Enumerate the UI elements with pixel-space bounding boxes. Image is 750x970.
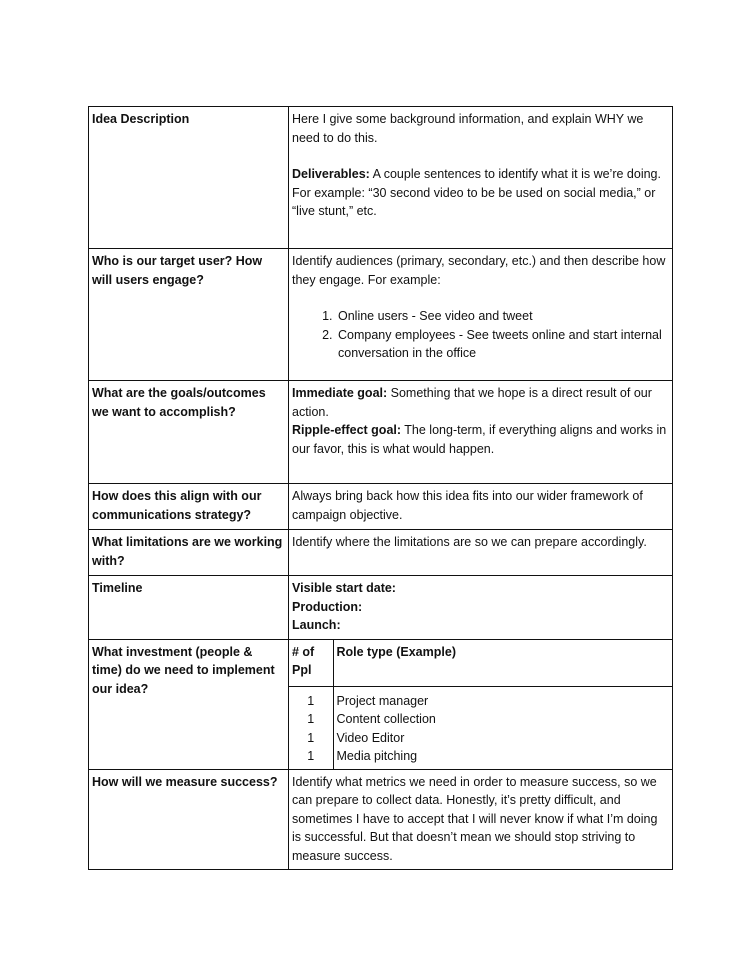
idea-question: Idea Description	[89, 107, 289, 249]
role-type: Content collection	[336, 712, 436, 726]
role-type: Project manager	[336, 693, 429, 708]
idea-answer	[289, 107, 673, 249]
timeline-item: Production:	[292, 599, 363, 614]
row-idea-description	[89, 107, 673, 249]
ripple-goal-paragraph	[292, 421, 669, 458]
role-type: Video Editor	[336, 730, 405, 745]
people-count: 1	[289, 686, 333, 710]
row-limitations	[89, 530, 673, 576]
immediate-goal-label: Immediate goal:	[292, 386, 388, 400]
row-strategy-alignment	[89, 484, 673, 530]
table-row	[289, 729, 672, 748]
timeline-item: Visible start date:	[292, 581, 396, 595]
investment-table	[289, 640, 672, 769]
row-measure-success	[89, 769, 673, 870]
deliverables-text: A couple sentences to identify what it is we’re doing. For example: “30 second video to be be used on social media,” or “live stunt,” etc.	[292, 167, 661, 218]
timeline-question: Timeline	[89, 576, 289, 640]
timeline-answer	[289, 576, 673, 640]
target-intro-text: Identify audiences (primary, secondary, etc.) and then describe how they engage. For example:	[292, 254, 666, 287]
row-goals	[89, 381, 673, 484]
investment-header	[289, 640, 672, 687]
goals-question: What are the goals/outcomes we want to accomplish?	[89, 381, 289, 484]
project-brief-table	[88, 106, 673, 870]
target-question: Who is our target user? How will users engage?	[89, 249, 289, 381]
row-target-user	[89, 249, 673, 381]
people-count: 1	[289, 710, 333, 729]
deliverables-paragraph	[292, 165, 669, 221]
timeline-item: Launch:	[292, 618, 341, 632]
investment-rows	[289, 686, 672, 769]
investment-question: What investment (people & time) do we need to implement our idea?	[89, 639, 289, 769]
immediate-goal-paragraph	[292, 384, 669, 421]
table-row	[289, 747, 672, 769]
limits-answer: Identify where the limitations are so we can prepare accordingly.	[289, 530, 673, 576]
measure-answer: Identify what metrics we need in order to measure success, so we can prepare to collect data. Honestly, it’s pretty difficult, and sometimes I have to accept that I will never know if what I’m doing is successful. But that doesn’t mean we should stop striving to measure success.	[289, 769, 673, 870]
align-answer: Always bring back how this idea fits into our wider framework of campaign objective.	[289, 484, 673, 530]
list-item: 2. Company employees - See tweets online and start internal conversation in the office	[336, 326, 669, 363]
immediate-goal-text: Something that we hope is a direct result of our action.	[292, 386, 652, 419]
row-timeline	[89, 576, 673, 640]
goals-answer	[289, 381, 673, 484]
target-answer	[289, 249, 673, 381]
people-count: 1	[289, 729, 333, 748]
role-type: Media pitching	[336, 749, 418, 763]
people-count: 1	[289, 747, 333, 769]
table-row	[289, 710, 672, 729]
ripple-goal-label: Ripple-effect goal:	[292, 423, 402, 437]
table-row	[289, 686, 672, 710]
row-investment	[89, 639, 673, 769]
idea-background-text: Here I give some background information, and explain WHY we need to do this.	[292, 112, 644, 145]
role-type-header: Role type (Example)	[336, 644, 456, 659]
ripple-goal-text: The long-term, if everything aligns and works in our favor, this is what would happen.	[292, 423, 667, 456]
deliverables-label: Deliverables:	[292, 167, 370, 181]
list-item: 1. Online users - See video and tweet	[336, 307, 669, 326]
limits-question: What limitations are we working with?	[89, 530, 289, 576]
audience-list	[292, 307, 669, 363]
people-count-header: # of Ppl	[289, 640, 333, 687]
measure-question: How will we measure success?	[89, 769, 289, 870]
align-question: How does this align with our communications strategy?	[89, 484, 289, 530]
investment-answer	[289, 639, 673, 769]
